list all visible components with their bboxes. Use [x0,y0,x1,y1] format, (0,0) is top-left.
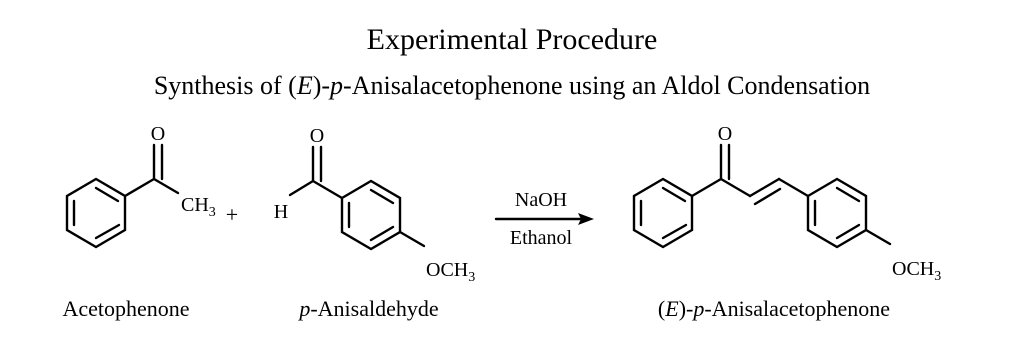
subtitle-prefix: Synthesis of ( [153,71,297,100]
subtitle-rest: -Anisalacetophenone using an Aldol Condensation [343,71,871,100]
aldehyde-oxygen: O [309,125,325,147]
subtitle-e: E [296,71,313,100]
product-structure [634,123,941,284]
anisaldehyde-name-rest: -Anisaldehyde [310,296,439,321]
methoxy-subscript: 3 [468,270,476,285]
subtitle-mid: )- [312,71,331,100]
aldehyde-ring-bond [313,181,342,198]
product-c-calpha-bond [721,179,750,196]
anisaldehyde-structure [274,125,475,285]
product-name-e: E [665,296,679,321]
acetophenone-oxygen: O [150,123,166,145]
acetophenone-ring-double-bonds [74,188,119,238]
product-methoxy [892,258,941,284]
anisaldehyde-name-p: p [299,296,311,321]
anisaldehyde-methoxy-bond [400,232,424,246]
page-title: Experimental Procedure [366,23,658,56]
methyl-subscript: 3 [208,205,216,220]
product-name-rest: -Anisalacetophenone [704,296,891,321]
anisaldehyde-methoxy [426,259,475,285]
acetophenone-methyl [181,194,216,220]
product-anisyl-double-bonds [815,188,859,238]
product-name-open: ( [657,296,666,321]
acetophenone-name: Acetophenone [62,296,190,321]
product-oxygen: O [717,123,733,145]
aldehyde-ch-bond [290,181,313,195]
acetophenone-structure [67,123,216,247]
solvent-label: Ethanol [509,227,573,249]
aldehyde-hydrogen: H [273,201,289,223]
reaction-arrow [496,189,594,249]
anisaldehyde-ring-double-bonds [349,190,393,240]
product-name [658,296,890,321]
product-methoxy-label: OCH [892,258,935,280]
methoxy-label: OCH [426,259,469,281]
product-methoxy-bond [866,230,890,244]
plus-sign: + [225,202,239,227]
methyl-label: CH [181,194,209,216]
subtitle-p: p [330,71,344,100]
product-name-p: p [693,296,705,321]
reagent-label: NaOH [514,189,568,211]
product-name-mid: )- [678,296,694,321]
acetophenone-methyl-bond [154,179,178,193]
product-ring-carbonyl-bond [692,179,721,196]
acetophenone-ring-carbonyl-bond [125,179,154,196]
anisaldehyde-name [297,296,438,321]
product-methoxy-subscript: 3 [934,269,942,284]
product-cbeta-ring-bond [779,179,808,196]
product-phenyl-double-bonds [641,188,686,238]
